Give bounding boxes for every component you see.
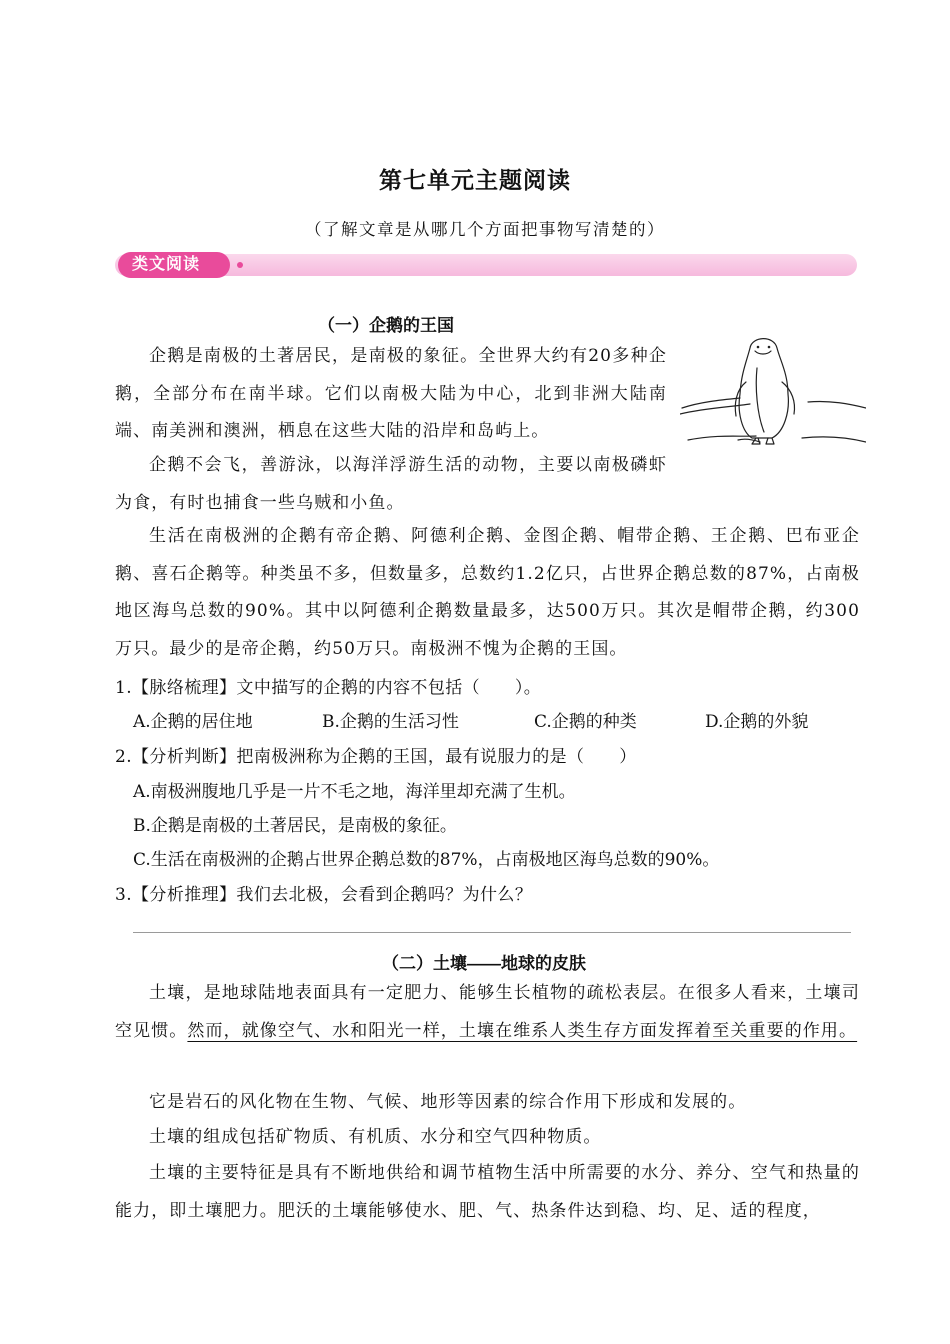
section2-para1-underlined: 然而，就像空气、水和阳光一样，土壤在维系人类生存方面发挥着至关重要的作用。 bbox=[187, 1020, 858, 1041]
question-2-option-c[interactable]: C.生活在南极洲的企鹅占世界企鹅总数的87%，占南极地区海鸟总数的90%。 bbox=[133, 850, 720, 870]
section1-heading: （一）企鹅的王国 bbox=[318, 316, 454, 335]
question-2-option-a[interactable]: A.南极洲腹地几乎是一片不毛之地，海洋里却充满了生机。 bbox=[133, 782, 576, 802]
page-subtitle: （了解文章是从哪几个方面把事物写清楚的） bbox=[305, 220, 665, 239]
question-1-option-d[interactable]: D.企鹅的外貌 bbox=[705, 712, 809, 732]
banner-label: 类文阅读 bbox=[118, 252, 230, 278]
section2-heading: （二）土壤——地球的皮肤 bbox=[382, 954, 586, 973]
question-1-option-a[interactable]: A.企鹅的居住地 bbox=[133, 712, 253, 732]
answer-line bbox=[133, 932, 851, 933]
question-2-stem: 2.【分析判断】把南极洲称为企鹅的王国，最有说服力的是（ ） bbox=[115, 747, 637, 767]
question-1-option-c[interactable]: C.企鹅的种类 bbox=[534, 712, 637, 732]
question-2-option-b[interactable]: B.企鹅是南极的土著居民，是南极的象征。 bbox=[133, 816, 457, 836]
section2-para1 bbox=[115, 975, 860, 1050]
section2-para2: 它是岩石的风化物在生物、气候、地形等因素的综合作用下形成和发展的。 bbox=[149, 1092, 747, 1112]
section-banner bbox=[115, 252, 857, 278]
section2-para4: 土壤的主要特征是具有不断地供给和调节植物生活中所需要的水分、养分、空气和热量的能力，即土壤肥力。肥沃的土壤能够使水、肥、气、热条件达到稳、均、足、适的程度， bbox=[115, 1163, 860, 1221]
question-1-option-b[interactable]: B.企鹅的生活习性 bbox=[322, 712, 459, 732]
section2-para1-text: 土壤，是地球陆地表面具有一定肥力、能够生长植物的疏松表层。在很多人看来，土壤司空见惯。 bbox=[115, 983, 860, 1041]
section1-para1: 企鹅是南极的土著居民，是南极的象征。全世界大约有20多种企鹅，全部分布在南半球。它们以南极大陆为中心，北到非洲大陆南端、南美洲和澳洲，栖息在这些大陆的沿岸和岛屿上。 bbox=[115, 346, 667, 441]
section1-para3: 生活在南极洲的企鹅有帝企鹅、阿德利企鹅、金图企鹅、帽带企鹅、王企鹅、巴布亚企鹅、喜石企鹅等。种类虽不多，但数量多，总数约1.2亿只，占世界企鹅总数的87%，占南极地区海鸟总数的90%。其中以阿德利企鹅数量最多，达500万只。其次是帽带企鹅，约300万只。最少的是帝企鹅，约50万只。南极洲不愧为企鹅的王国。 bbox=[115, 526, 860, 659]
section2-para3: 土壤的组成包括矿物质、有机质、水分和空气四种物质。 bbox=[149, 1127, 602, 1147]
question-1-stem: 1.【脉络梳理】文中描写的企鹅的内容不包括（ ）。 bbox=[115, 678, 542, 698]
penguin-illustration bbox=[680, 338, 866, 450]
section1-para2: 企鹅不会飞，善游泳，以海洋浮游生活的动物，主要以南极磷虾为食，有时也捕食一些乌贼和小鱼。 bbox=[115, 455, 667, 513]
banner-dot-icon bbox=[237, 262, 243, 268]
question-3-stem: 3.【分析推理】我们去北极，会看到企鹅吗？为什么？ bbox=[115, 885, 533, 905]
page-title: 第七单元主题阅读 bbox=[379, 167, 571, 193]
